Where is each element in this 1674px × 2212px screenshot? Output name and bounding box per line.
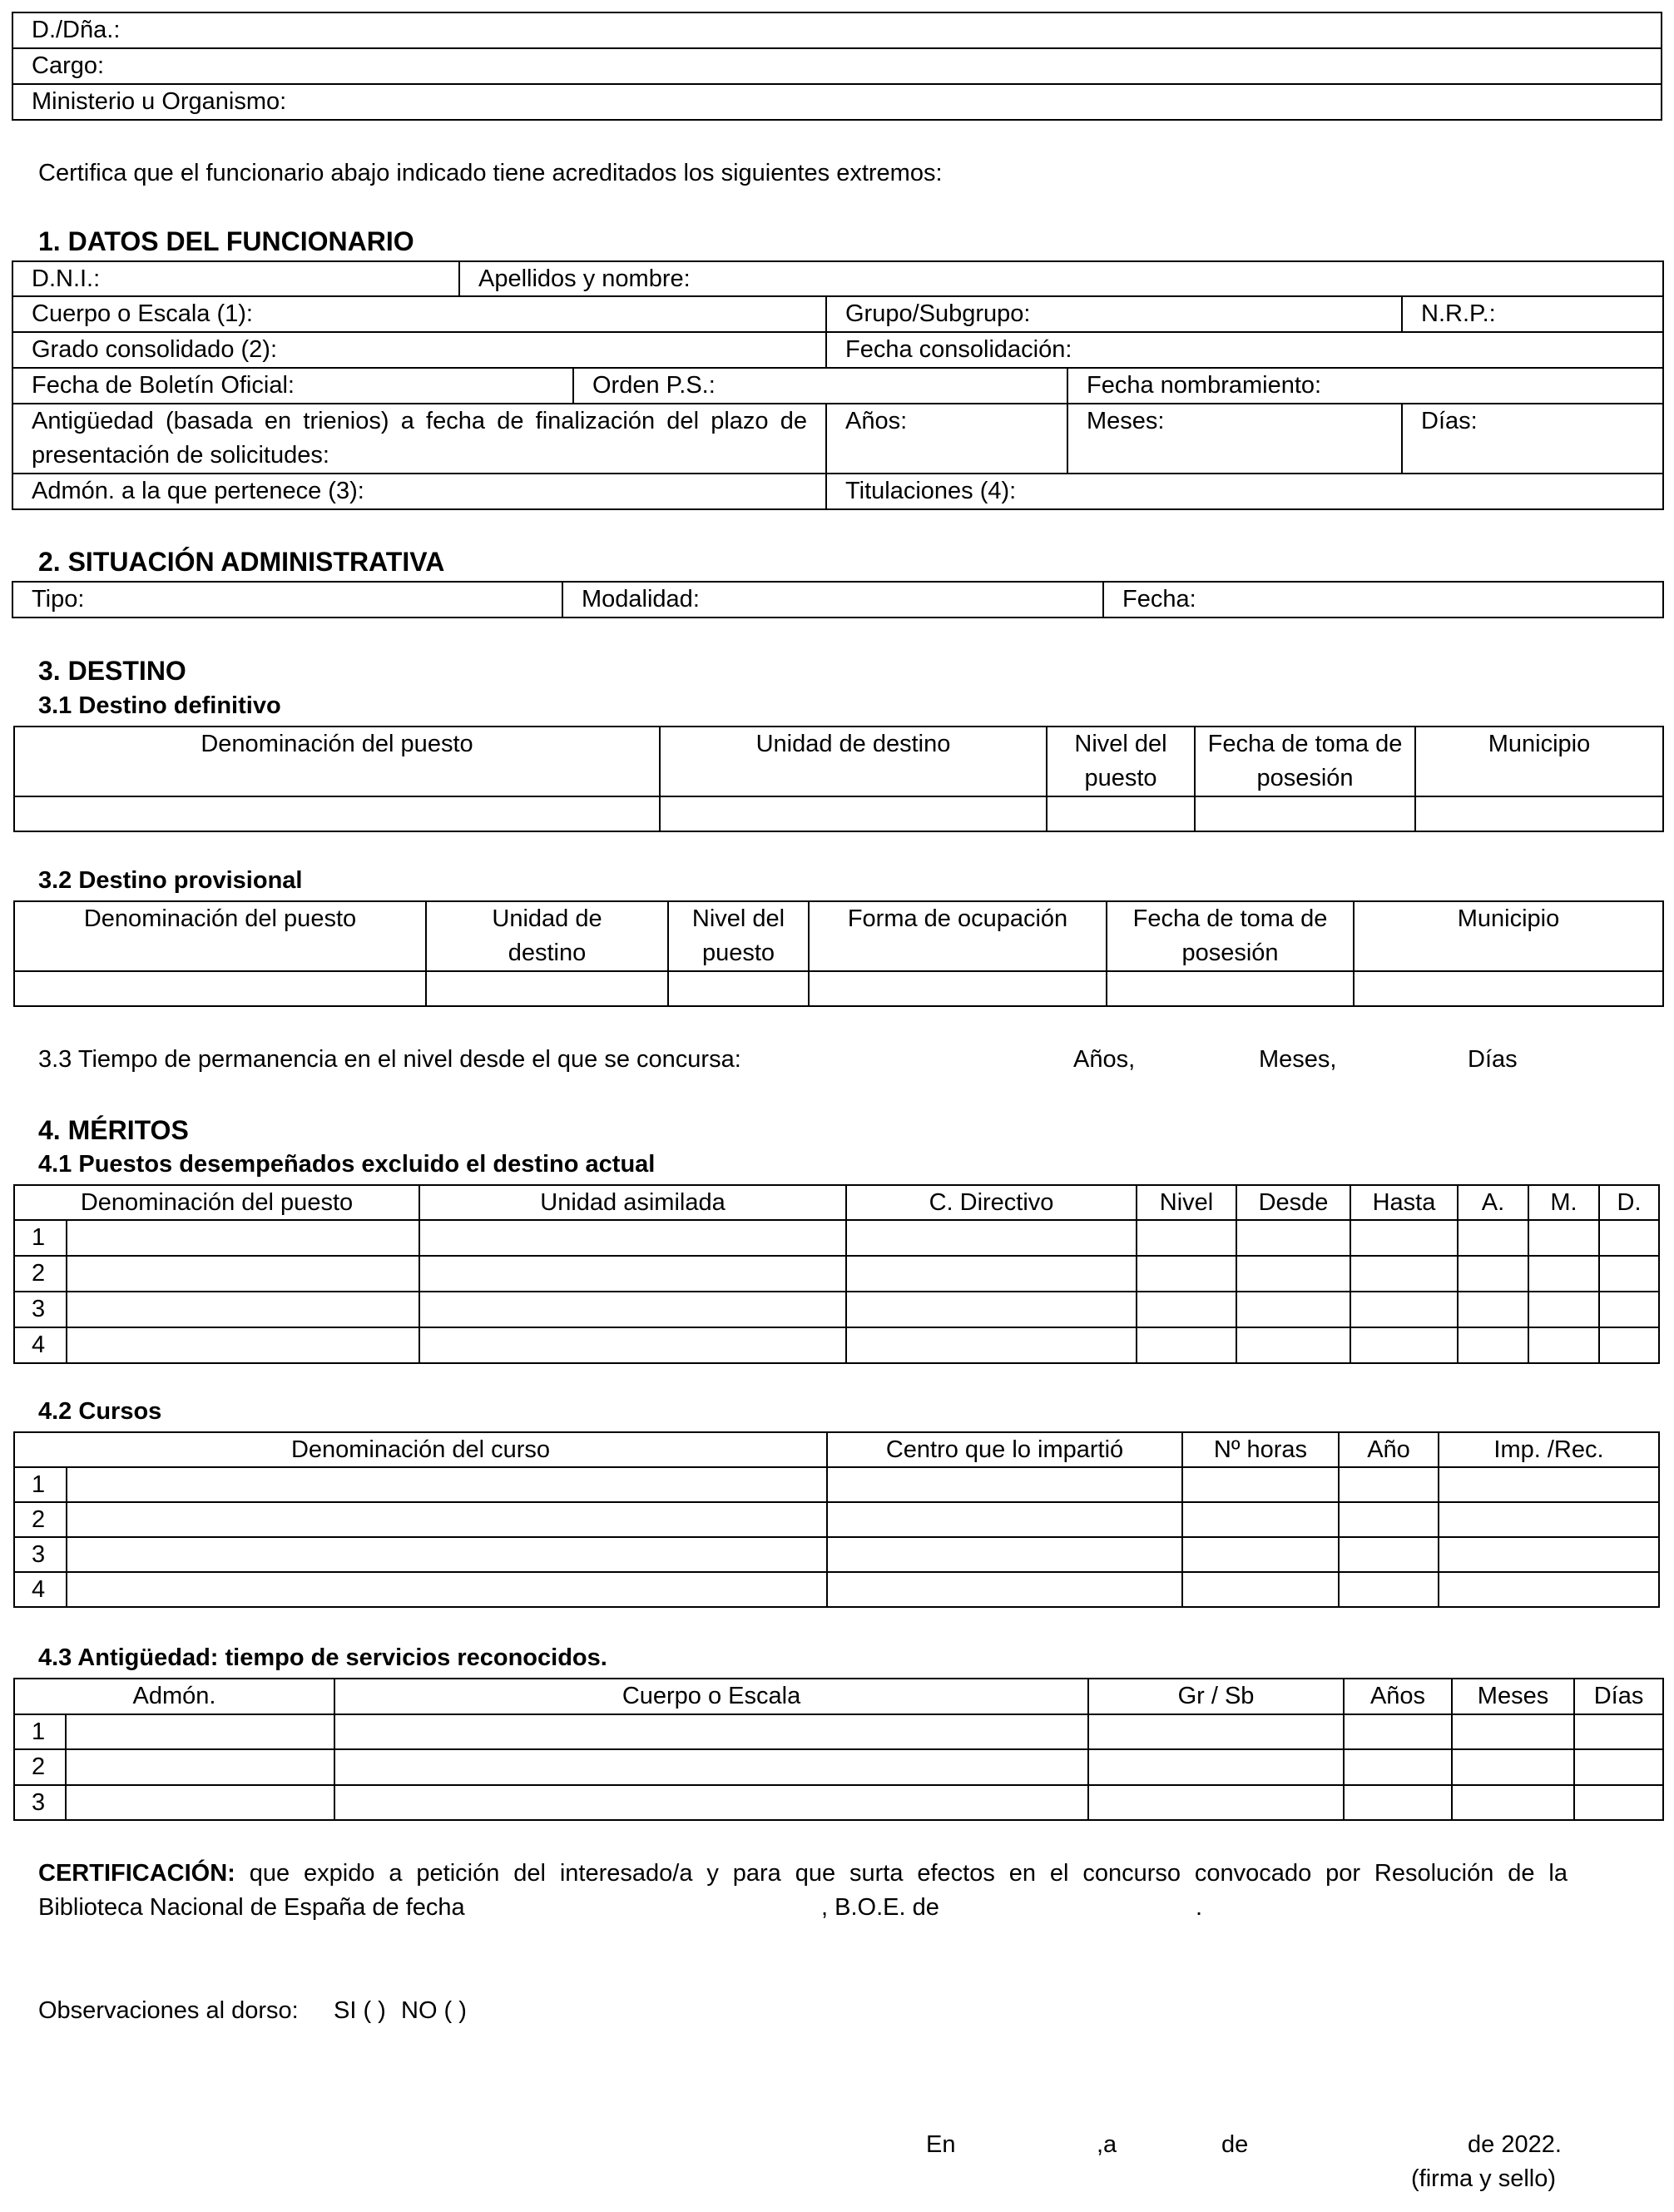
footer-a: ,a bbox=[1097, 2131, 1117, 2158]
cell-input[interactable] bbox=[1599, 1292, 1659, 1327]
cell-input[interactable] bbox=[1137, 1292, 1236, 1327]
cell-input[interactable] bbox=[1528, 1327, 1599, 1363]
section4-2-title: 4.2 Cursos bbox=[38, 1398, 162, 1425]
field-tipo[interactable]: Tipo: bbox=[12, 582, 562, 617]
certificacion-text1: que expido a petición del interesado/a y para que surta efectos en el concurso convocado por Resolución de la bbox=[249, 1860, 1568, 1887]
cell-input[interactable] bbox=[1350, 1220, 1458, 1256]
field-fecha-nombramiento[interactable]: Fecha nombramiento: bbox=[1067, 368, 1663, 404]
col-meses: Meses bbox=[1452, 1679, 1574, 1714]
row-number: 3 bbox=[14, 1785, 66, 1820]
cell-input[interactable] bbox=[1088, 1785, 1344, 1820]
cell-input[interactable] bbox=[1344, 1785, 1452, 1820]
cell-input[interactable] bbox=[1107, 971, 1354, 1006]
field-grupo[interactable]: Grupo/Subgrupo: bbox=[826, 296, 1402, 332]
cell-input[interactable] bbox=[67, 1467, 827, 1502]
section4-3-title: 4.3 Antigüedad: tiempo de servicios reconocidos. bbox=[38, 1644, 607, 1671]
table-row bbox=[14, 1537, 1659, 1572]
footer-de: de bbox=[1221, 2131, 1249, 2158]
cell-input[interactable] bbox=[1350, 1292, 1458, 1327]
col-unidad: Unidad de destino bbox=[426, 901, 668, 971]
cell-input[interactable] bbox=[67, 1327, 419, 1363]
col-denominacion-curso: Denominación del curso bbox=[14, 1432, 827, 1467]
col-municipio: Municipio bbox=[1354, 901, 1663, 971]
cell-input[interactable] bbox=[1458, 1327, 1528, 1363]
col-forma-ocupacion: Forma de ocupación bbox=[809, 901, 1107, 971]
field-anos[interactable]: Años: bbox=[826, 404, 1067, 474]
col-imp-rec: Imp. /Rec. bbox=[1439, 1432, 1659, 1467]
col-ano: Año bbox=[1339, 1432, 1439, 1467]
col-c-directivo: C. Directivo bbox=[846, 1185, 1137, 1220]
field-dias[interactable]: Días: bbox=[1402, 404, 1663, 474]
col-fecha-toma: Fecha de toma de posesión bbox=[1195, 727, 1415, 796]
field-fecha-consolidacion[interactable]: Fecha consolidación: bbox=[826, 332, 1663, 368]
col-nivel: Nivel bbox=[1137, 1185, 1236, 1220]
permanencia-dias: Días bbox=[1468, 1046, 1518, 1073]
cell-input[interactable] bbox=[1182, 1572, 1339, 1607]
row-number: 2 bbox=[14, 1749, 66, 1785]
cell-input[interactable] bbox=[67, 1502, 827, 1537]
field-antiguedad: Antigüedad (basada en trienios) a fecha de finalización del plazo de presentación de solicitudes: bbox=[12, 404, 826, 474]
cell-input[interactable] bbox=[1439, 1502, 1659, 1537]
certificacion-end: . bbox=[1196, 1894, 1203, 1921]
observaciones-si[interactable]: SI ( ) bbox=[334, 1997, 386, 2024]
cell-input[interactable] bbox=[1339, 1502, 1439, 1537]
field-orden[interactable]: Orden P.S.: bbox=[573, 368, 1067, 404]
cell-input[interactable] bbox=[66, 1714, 334, 1749]
field-modalidad[interactable]: Modalidad: bbox=[562, 582, 1103, 617]
cell-input[interactable] bbox=[1236, 1256, 1350, 1292]
row-number: 1 bbox=[14, 1714, 66, 1749]
cell-input[interactable] bbox=[419, 1292, 846, 1327]
cell-input[interactable] bbox=[827, 1502, 1182, 1537]
cell-input[interactable] bbox=[668, 971, 809, 1006]
cell-input[interactable] bbox=[827, 1467, 1182, 1502]
destino-definitivo-table bbox=[13, 726, 1664, 832]
table-row bbox=[14, 1572, 1659, 1607]
row-number: 3 bbox=[14, 1292, 67, 1327]
table-row bbox=[14, 1749, 1663, 1785]
col-gr-sb: Gr / Sb bbox=[1088, 1679, 1344, 1714]
field-fecha-boletin[interactable]: Fecha de Boletín Oficial: bbox=[12, 368, 573, 404]
puestos-table bbox=[13, 1184, 1660, 1364]
cell-input[interactable] bbox=[1047, 796, 1195, 831]
field-apellidos[interactable]: Apellidos y nombre: bbox=[459, 261, 1663, 296]
cell-input[interactable] bbox=[67, 1256, 419, 1292]
section2-title: 2. SITUACIÓN ADMINISTRATIVA bbox=[38, 547, 445, 577]
section3-title: 3. DESTINO bbox=[38, 656, 186, 686]
section4-1-title: 4.1 Puestos desempeñados excluido el destino actual bbox=[38, 1151, 656, 1178]
field-nrp[interactable]: N.R.P.: bbox=[1402, 296, 1663, 332]
row-number: 2 bbox=[14, 1256, 67, 1292]
cell-input[interactable] bbox=[419, 1256, 846, 1292]
permanencia-meses: Meses, bbox=[1259, 1046, 1337, 1073]
col-fecha-toma: Fecha de toma de posesión bbox=[1107, 901, 1354, 971]
cell-input[interactable] bbox=[1339, 1537, 1439, 1572]
cell-input[interactable] bbox=[67, 1292, 419, 1327]
cell-input[interactable] bbox=[1439, 1467, 1659, 1502]
cell-input[interactable] bbox=[1137, 1256, 1236, 1292]
row-number: 1 bbox=[14, 1467, 67, 1502]
cell-input[interactable] bbox=[1182, 1467, 1339, 1502]
table-row bbox=[14, 1714, 1663, 1749]
col-anos: Años bbox=[1344, 1679, 1452, 1714]
certificacion-text2: Biblioteca Nacional de España de fecha bbox=[38, 1894, 465, 1921]
col-cuerpo: Cuerpo o Escala bbox=[334, 1679, 1088, 1714]
cell-input[interactable] bbox=[1137, 1327, 1236, 1363]
cell-input[interactable] bbox=[1458, 1256, 1528, 1292]
col-m: M. bbox=[1528, 1185, 1599, 1220]
cell-input[interactable] bbox=[334, 1785, 1088, 1820]
cell-input[interactable] bbox=[1195, 796, 1415, 831]
section3-1-title: 3.1 Destino definitivo bbox=[38, 692, 281, 719]
field-fecha[interactable]: Fecha: bbox=[1103, 582, 1663, 617]
col-admon: Admón. bbox=[14, 1679, 334, 1714]
col-denominacion: Denominación del puesto bbox=[14, 727, 660, 796]
cell-input[interactable] bbox=[1088, 1714, 1344, 1749]
cell-input[interactable] bbox=[1599, 1327, 1659, 1363]
col-a: A. bbox=[1458, 1185, 1528, 1220]
cell-input[interactable] bbox=[1574, 1714, 1663, 1749]
cell-input[interactable] bbox=[334, 1714, 1088, 1749]
antiguedad-table bbox=[13, 1678, 1664, 1821]
cell-input[interactable] bbox=[1574, 1785, 1663, 1820]
certificacion-boe[interactable]: , B.O.E. de bbox=[821, 1894, 939, 1921]
col-nivel: Nivel del puesto bbox=[1047, 727, 1195, 796]
cell-input[interactable] bbox=[846, 1220, 1137, 1256]
cell-input[interactable] bbox=[1182, 1502, 1339, 1537]
cell-input[interactable] bbox=[1344, 1714, 1452, 1749]
cell-input[interactable] bbox=[14, 796, 660, 831]
intro-text: Certifica que el funcionario abajo indicado tiene acreditados los siguientes extremos: bbox=[38, 160, 943, 186]
section3-2-title: 3.2 Destino provisional bbox=[38, 867, 303, 894]
cell-input[interactable] bbox=[1339, 1467, 1439, 1502]
cell-input[interactable] bbox=[1339, 1572, 1439, 1607]
col-denominacion: Denominación del puesto bbox=[14, 1185, 419, 1220]
cell-input[interactable] bbox=[67, 1220, 419, 1256]
observaciones-label: Observaciones al dorso: bbox=[38, 1997, 299, 2024]
field-titulaciones[interactable]: Titulaciones (4): bbox=[826, 474, 1663, 509]
permanencia-anos: Años, bbox=[1073, 1046, 1136, 1073]
cell-input[interactable] bbox=[66, 1785, 334, 1820]
cell-input[interactable] bbox=[1452, 1785, 1574, 1820]
col-nivel: Nivel del puesto bbox=[668, 901, 809, 971]
col-horas: Nº horas bbox=[1182, 1432, 1339, 1467]
cell-input[interactable] bbox=[1599, 1256, 1659, 1292]
situacion-table bbox=[12, 581, 1664, 618]
cell-input[interactable] bbox=[66, 1749, 334, 1785]
certificacion-line1 bbox=[38, 1856, 1568, 1891]
table-row bbox=[14, 1256, 1659, 1292]
cell-input[interactable] bbox=[67, 1572, 827, 1607]
col-denominacion: Denominación del puesto bbox=[14, 901, 426, 971]
footer-en: En bbox=[926, 2131, 956, 2158]
col-dias: Días bbox=[1574, 1679, 1663, 1714]
cell-input[interactable] bbox=[846, 1256, 1137, 1292]
cursos-table bbox=[13, 1431, 1660, 1608]
cell-input[interactable] bbox=[1458, 1292, 1528, 1327]
certificacion-label: CERTIFICACIÓN: bbox=[38, 1860, 235, 1887]
table-row bbox=[14, 1785, 1663, 1820]
cell-input[interactable] bbox=[827, 1537, 1182, 1572]
cell-input[interactable] bbox=[1528, 1256, 1599, 1292]
col-centro: Centro que lo impartió bbox=[827, 1432, 1182, 1467]
cell-input[interactable] bbox=[1528, 1220, 1599, 1256]
cell-input[interactable] bbox=[334, 1749, 1088, 1785]
cell-input[interactable] bbox=[1137, 1220, 1236, 1256]
col-desde: Desde bbox=[1236, 1185, 1350, 1220]
field-grado[interactable]: Grado consolidado (2): bbox=[12, 332, 826, 368]
cell-input[interactable] bbox=[809, 971, 1107, 1006]
cell-input[interactable] bbox=[660, 796, 1047, 831]
field-cargo[interactable]: Cargo: bbox=[12, 48, 1662, 84]
field-dona[interactable]: D./Dña.: bbox=[12, 12, 1662, 48]
row-number: 3 bbox=[14, 1537, 67, 1572]
field-dni[interactable]: D.N.I.: bbox=[12, 261, 459, 296]
row-number: 1 bbox=[14, 1220, 67, 1256]
cell-input[interactable] bbox=[1439, 1572, 1659, 1607]
table-row bbox=[14, 1327, 1659, 1363]
cell-input[interactable] bbox=[846, 1292, 1137, 1327]
cell-input[interactable] bbox=[1528, 1292, 1599, 1327]
cell-input[interactable] bbox=[1236, 1220, 1350, 1256]
col-unidad: Unidad de destino bbox=[660, 727, 1047, 796]
cell-input[interactable] bbox=[1088, 1749, 1344, 1785]
cell-input[interactable] bbox=[1415, 796, 1663, 831]
table-row bbox=[14, 1292, 1659, 1327]
cell-input[interactable] bbox=[419, 1327, 846, 1363]
table-row bbox=[14, 1467, 1659, 1502]
datos-funcionario-table bbox=[12, 260, 1664, 510]
cell-input[interactable] bbox=[1350, 1256, 1458, 1292]
cell-input[interactable] bbox=[827, 1572, 1182, 1607]
row-number: 4 bbox=[14, 1572, 67, 1607]
field-cuerpo[interactable]: Cuerpo o Escala (1): bbox=[12, 296, 826, 332]
field-ministerio[interactable]: Ministerio u Organismo: bbox=[12, 84, 1662, 120]
cell-input[interactable] bbox=[1452, 1714, 1574, 1749]
col-municipio: Municipio bbox=[1415, 727, 1663, 796]
cell-input[interactable] bbox=[1458, 1220, 1528, 1256]
cell-input[interactable] bbox=[1354, 971, 1663, 1006]
cell-input[interactable] bbox=[1236, 1292, 1350, 1327]
footer-de-year: de 2022. bbox=[1468, 2131, 1562, 2158]
cell-input[interactable] bbox=[14, 971, 426, 1006]
permanencia-label: 3.3 Tiempo de permanencia en el nivel desde el que se concursa: bbox=[38, 1046, 741, 1073]
cell-input[interactable] bbox=[1452, 1749, 1574, 1785]
row-number: 4 bbox=[14, 1327, 67, 1363]
table-row bbox=[14, 1220, 1659, 1256]
cell-input[interactable] bbox=[1439, 1537, 1659, 1572]
observaciones-no[interactable]: NO ( ) bbox=[401, 1997, 467, 2024]
cell-input[interactable] bbox=[426, 971, 668, 1006]
col-unidad-asimilada: Unidad asimilada bbox=[419, 1185, 846, 1220]
cell-input[interactable] bbox=[1236, 1327, 1350, 1363]
col-d: D. bbox=[1599, 1185, 1659, 1220]
col-hasta: Hasta bbox=[1350, 1185, 1458, 1220]
table-row bbox=[14, 1502, 1659, 1537]
section4-title: 4. MÉRITOS bbox=[38, 1115, 189, 1145]
field-admon[interactable]: Admón. a la que pertenece (3): bbox=[12, 474, 826, 509]
cell-input[interactable] bbox=[1574, 1749, 1663, 1785]
cell-input[interactable] bbox=[419, 1220, 846, 1256]
destino-provisional-table bbox=[13, 900, 1664, 1007]
cell-input[interactable] bbox=[1599, 1220, 1659, 1256]
section1-title: 1. DATOS DEL FUNCIONARIO bbox=[38, 226, 414, 256]
cell-input[interactable] bbox=[67, 1537, 827, 1572]
cell-input[interactable] bbox=[846, 1327, 1137, 1363]
row-number: 2 bbox=[14, 1502, 67, 1537]
cell-input[interactable] bbox=[1344, 1749, 1452, 1785]
cell-input[interactable] bbox=[1182, 1537, 1339, 1572]
field-meses[interactable]: Meses: bbox=[1067, 404, 1402, 474]
header-table bbox=[12, 12, 1662, 121]
footer-firma: (firma y sello) bbox=[1411, 2165, 1557, 2192]
cell-input[interactable] bbox=[1350, 1327, 1458, 1363]
